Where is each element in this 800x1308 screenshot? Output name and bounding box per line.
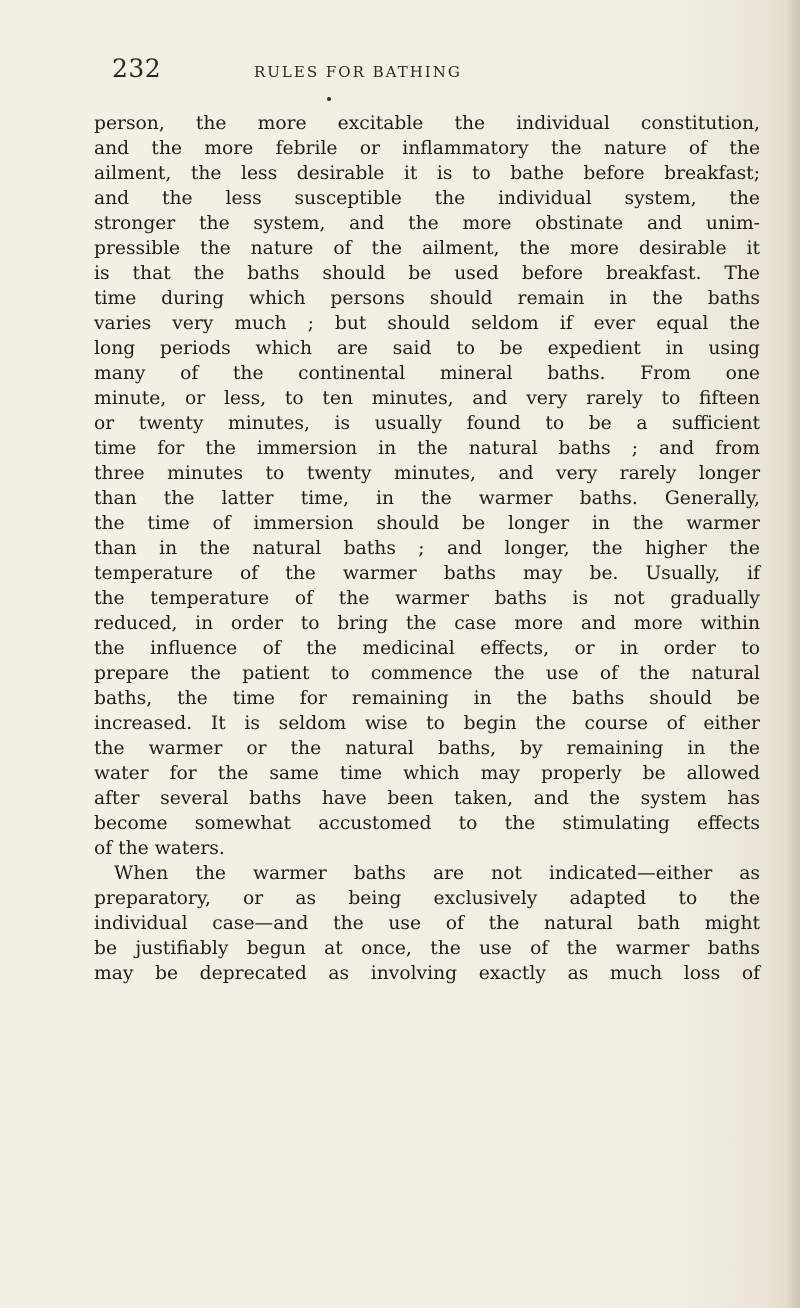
text-line: baths, the time for remaining in the baths should be [94,688,760,709]
text-line: the warmer or the natural baths, by remaining in the [94,738,760,759]
text-line: and the less susceptible the individual system, the [94,188,760,209]
text-line: than the latter time, in the warmer baths. Generally, [94,488,760,509]
text-line: individual case—and the use of the natural bath might [94,913,760,934]
text-line: after several baths have been taken, and the system has [94,788,760,809]
text-line: three minutes to twenty minutes, and very rarely longer [94,463,760,484]
text-line: and the more febrile or inflammatory the nature of the [94,138,760,159]
page-edge-shadow [786,0,800,1308]
text-line: stronger the system, and the more obstinate and unim- [94,213,760,234]
body-text [94,111,760,986]
text-line: many of the continental mineral baths. From one [94,363,760,384]
text-line: preparatory, or as being exclusively adapted to the [94,888,760,909]
text-line: reduced, in order to bring the case more and more within [94,613,760,634]
text-line: time during which persons should remain in the baths [94,288,760,309]
text-line: minute, or less, to ten minutes, and very rarely to fifteen [94,388,760,409]
text-line: increased. It is seldom wise to begin the course of either [94,713,760,734]
text-line: the time of immersion should be longer in the warmer [94,513,760,534]
paragraph-start-line: When the warmer baths are not indicated—either as [114,863,760,884]
text-line: than in the natural baths ; and longer, the higher the [94,538,760,559]
page-number: 232 [112,54,162,83]
text-line: is that the baths should be used before breakfast. The [94,263,760,284]
text-line: water for the same time which may properly be allowed [94,763,760,784]
text-line: become somewhat accustomed to the stimulating effects [94,813,760,834]
text-line: varies very much ; but should seldom if ever equal the [94,313,760,334]
paragraph-end-line: of the waters. [94,838,225,859]
text-line: the temperature of the warmer baths is not gradually [94,588,760,609]
text-line: be justifiably begun at once, the use of the warmer baths [94,938,760,959]
text-line: the influence of the medicinal effects, or in order to [94,638,760,659]
print-mark [327,97,331,101]
page-header [0,54,800,94]
text-line: may be deprecated as involving exactly as much loss of [94,963,760,984]
text-line: long periods which are said to be expedient in using [94,338,760,359]
text-line: time for the immersion in the natural baths ; and from [94,438,760,459]
text-line: person, the more excitable the individual constitution, [94,113,760,134]
running-head: RULES FOR BATHING [254,63,462,81]
text-line: temperature of the warmer baths may be. Usually, if [94,563,760,584]
text-line: pressible the nature of the ailment, the more desirable it [94,238,760,259]
text-line: prepare the patient to commence the use of the natural [94,663,760,684]
text-line: ailment, the less desirable it is to bathe before breakfast; [94,163,760,184]
text-line: or twenty minutes, is usually found to be a sufficient [94,413,760,434]
